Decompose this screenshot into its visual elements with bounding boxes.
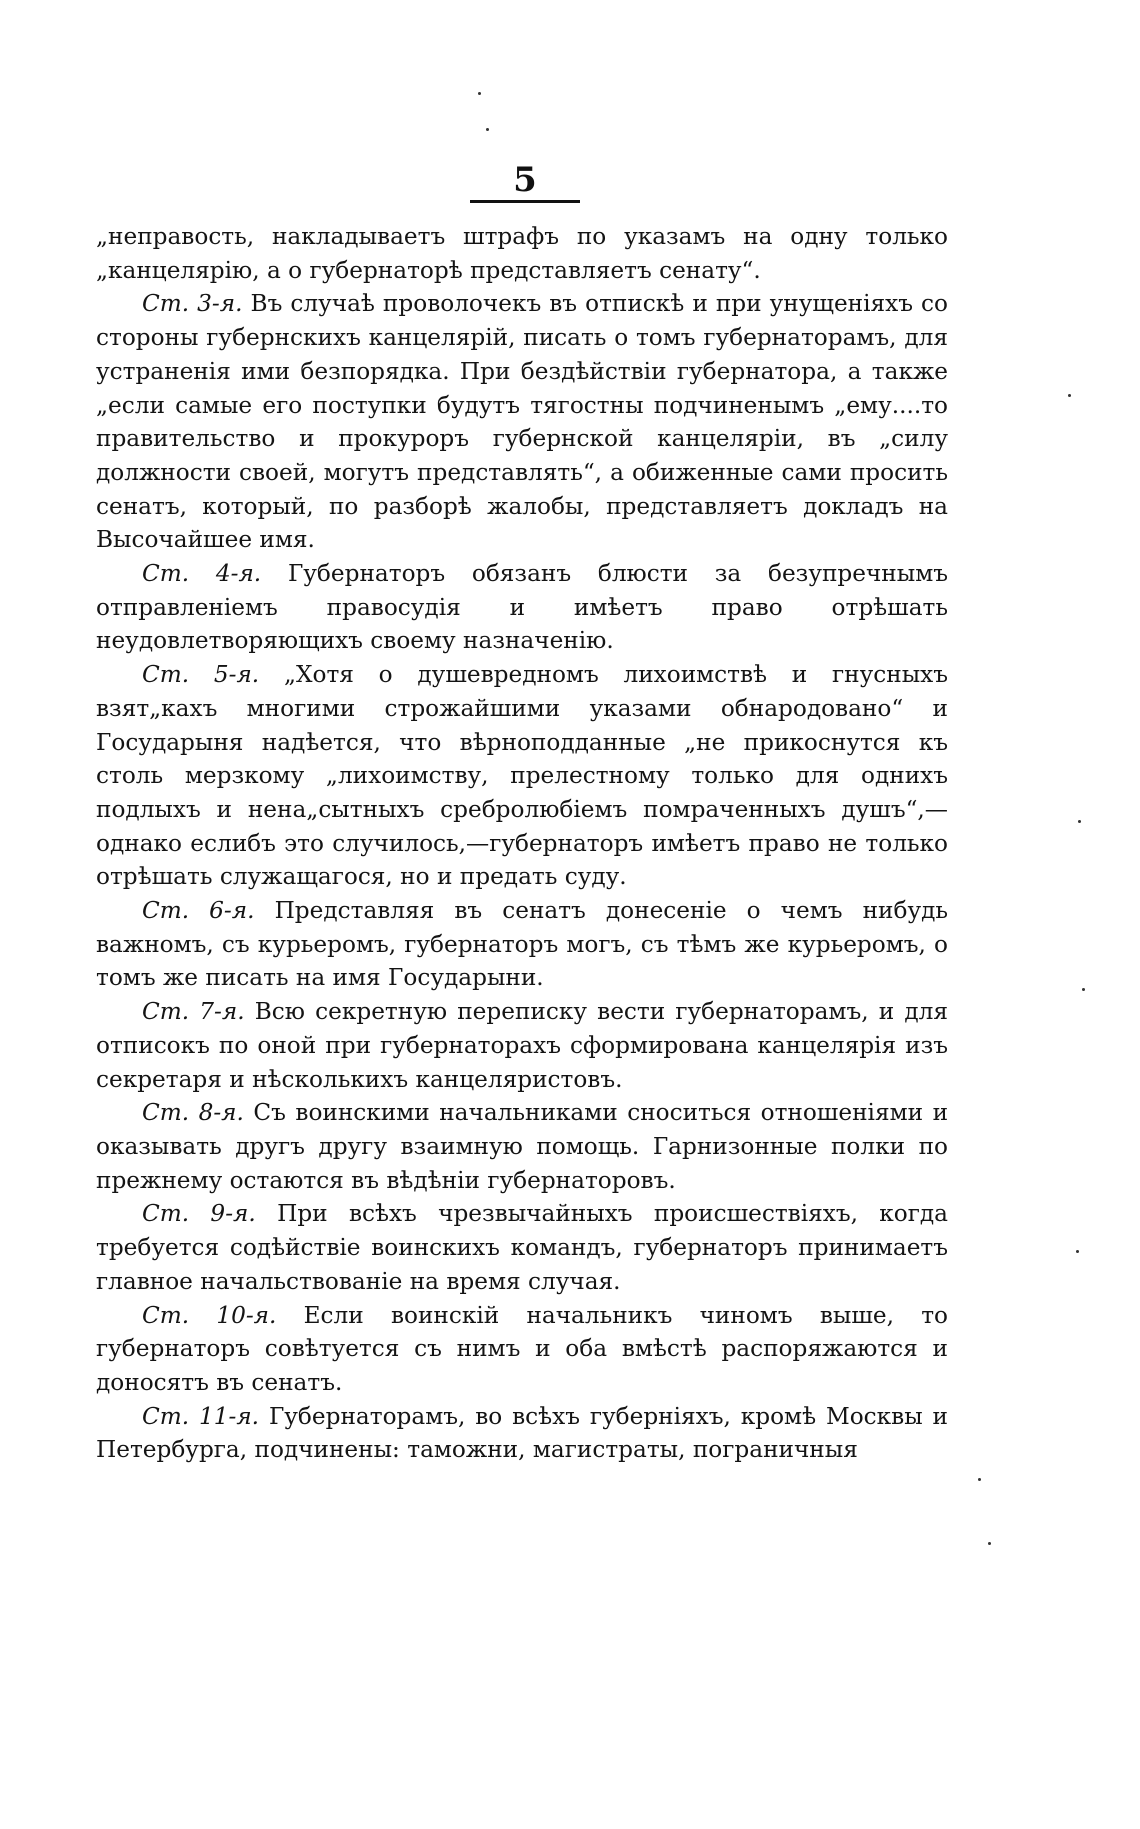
article-label: Ст. 7-я.: [142, 998, 245, 1026]
page-number: 5: [513, 160, 537, 200]
article-label: Ст. 4-я.: [142, 560, 262, 588]
paragraph-article-7: [96, 995, 948, 1096]
scan-speck: [1076, 1250, 1079, 1253]
article-label: Ст. 6-я.: [142, 897, 255, 925]
scan-speck: [486, 128, 489, 131]
article-label: Ст. 11-я.: [142, 1402, 260, 1430]
paragraph-text: При всѣхъ чрезвычайныхъ происшествіяхъ, когда требуется содѣйствіе воинскихъ командъ, губернаторъ принимаетъ главное начальствованіе на время случая.: [96, 1200, 949, 1295]
paragraph-article-4: [96, 557, 948, 658]
scan-speck: [988, 1542, 991, 1545]
page-number-rule: [470, 200, 580, 203]
paragraph-article-3: [96, 287, 948, 557]
paragraph-article-6: [96, 894, 948, 995]
paragraph-continuation: [96, 220, 948, 287]
body-text: [96, 220, 948, 1467]
paragraph-article-10: [96, 1299, 948, 1400]
scan-speck: [1082, 988, 1085, 991]
article-label: Ст. 9-я.: [142, 1200, 256, 1228]
paragraph-text: „Хотя о душевредномъ лихоимствѣ и гнусныхъ взят„кахъ многими строжайшими указами обнародовано“ и Государыня надѣется, что вѣрноподданные „не прикоснутся къ столь мерзкому „лихоимству, прелестному только для однихъ подлыхъ и нена„сытныхъ сребролюбіемъ помраченныхъ душъ“,—однако еслибъ это случилось,—губернаторъ имѣетъ право не только отрѣшать служащагося, но и предать суду.: [96, 661, 949, 891]
paragraph-article-9: [96, 1197, 948, 1298]
scan-speck: [478, 92, 481, 95]
paragraph-text: „неправость, накладываетъ штрафъ по указамъ на одну только „канцелярію, а о губернаторѣ представляетъ сенату“.: [96, 223, 948, 284]
paragraph-article-5: [96, 658, 948, 894]
paragraph-article-11: [96, 1400, 948, 1467]
paragraph-text: Всю секретную переписку вести губернаторамъ, и для отписокъ по оной при губернаторахъ сформирована канцелярія изъ секретаря и нѣсколькихъ канцеляристовъ.: [96, 998, 949, 1093]
paragraph-text: Губернаторамъ, во всѣхъ губерніяхъ, кромѣ Москвы и Петербурга, подчинены: таможни, магистраты, пограничныя: [96, 1402, 948, 1464]
paragraph-article-8: [96, 1096, 948, 1197]
paragraph-text: Въ случаѣ проволочекъ въ отпискѣ и при унущеніяхъ со стороны губернскихъ канцелярій, писать о томъ губернаторамъ, для устраненія ими безпорядка. При бездѣйствіи губернатора, а также „если самые его поступки будутъ тягостны подчиненымъ „ему....то правительство и прокуроръ губернской канцеляріи, въ „силу должности своей, могутъ представлять“, а обиженные сами просить сенатъ, который, по разборѣ жалобы, представляетъ докладъ на Высочайшее имя.: [96, 290, 948, 554]
paragraph-text: Если воинскій начальникъ чиномъ выше, то губернаторъ совѣтуется съ нимъ и оба вмѣстѣ распоряжаются и доносятъ въ сенатъ.: [96, 1301, 948, 1396]
scan-speck: [1068, 394, 1071, 397]
paragraph-text: Губернаторъ обязанъ блюсти за безупречнымъ отправленіемъ правосудія и имѣетъ право отрѣшать неудовлетворяющихъ своему назначенію.: [96, 560, 949, 655]
paragraph-text: Представляя въ сенатъ донесеніе о чемъ нибудь важномъ, съ курьеромъ, губернаторъ могъ, съ тѣмъ же курьеромъ, о томъ же писать на имя Государыни.: [96, 897, 949, 992]
scan-speck: [1078, 820, 1081, 823]
paragraph-text: Съ воинскими начальниками сноситься отношеніями и оказывать другъ другу взаимную помощь. Гарнизонные полки по прежнему остаются въ вѣдѣніи губернаторовъ.: [96, 1099, 949, 1194]
article-label: Ст. 5-я.: [142, 661, 260, 689]
article-label: Ст. 10-я.: [142, 1301, 277, 1329]
scan-speck: [978, 1478, 981, 1481]
article-label: Ст. 8-я.: [142, 1099, 244, 1127]
article-label: Ст. 3-я.: [142, 290, 243, 318]
